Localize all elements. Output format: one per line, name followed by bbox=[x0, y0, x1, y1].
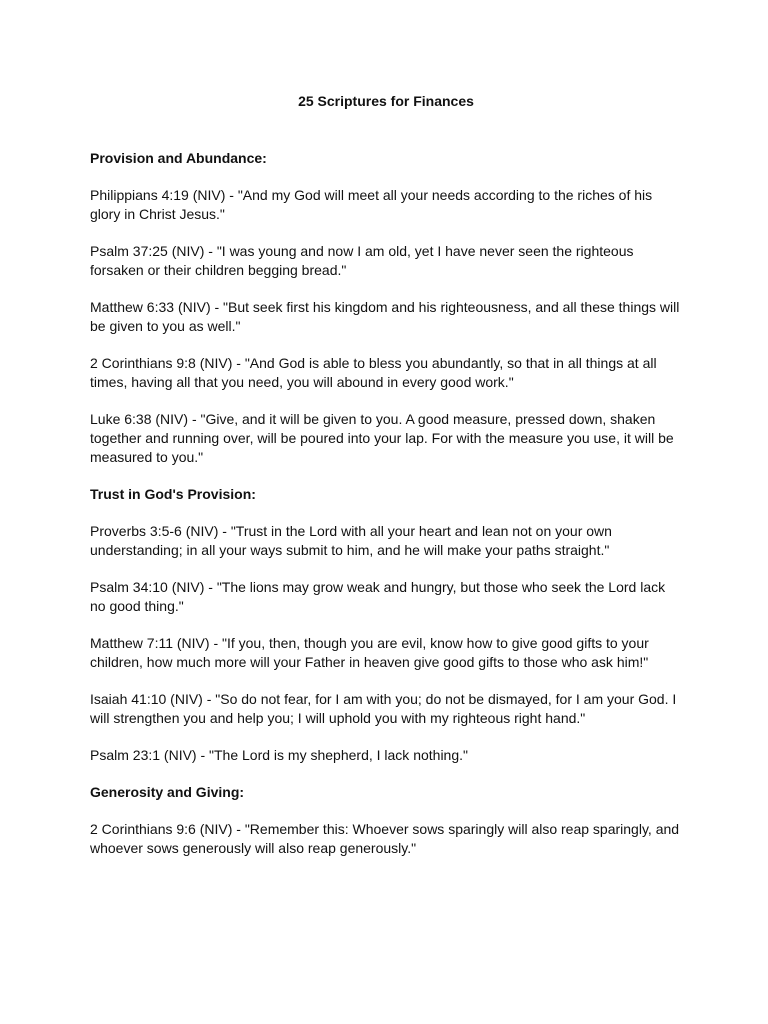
verse-paragraph: Luke 6:38 (NIV) - "Give, and it will be given to you. A good measure, pressed down, shaken together and running over, will be poured into your lap. For with the measure you use, it will be measured to you." bbox=[90, 411, 674, 465]
section-heading: Provision and Abundance: bbox=[90, 150, 267, 166]
verse-paragraph: Matthew 7:11 (NIV) - "If you, then, though you are evil, know how to give good gifts to your children, how much more will your Father in heaven give good gifts to those who ask him!" bbox=[90, 635, 649, 670]
verse-paragraph: Psalm 37:25 (NIV) - "I was young and now I am old, yet I have never seen the righteous forsaken or their children begging bread." bbox=[90, 243, 634, 278]
verse-paragraph: Psalm 23:1 (NIV) - "The Lord is my shepherd, I lack nothing." bbox=[90, 747, 468, 763]
section-trust-in-gods-provision bbox=[90, 485, 682, 765]
section-heading: Trust in God's Provision: bbox=[90, 486, 256, 502]
document-page bbox=[90, 92, 682, 876]
verse-paragraph: Philippians 4:19 (NIV) - "And my God will meet all your needs according to the riches of his glory in Christ Jesus." bbox=[90, 187, 653, 222]
verse-paragraph: 2 Corinthians 9:8 (NIV) - "And God is able to bless you abundantly, so that in all things at all times, having all that you need, you will abound in every good work." bbox=[90, 355, 657, 390]
section-generosity-and-giving bbox=[90, 783, 682, 858]
section-heading: Generosity and Giving: bbox=[90, 784, 245, 800]
document-title: 25 Scriptures for Finances bbox=[298, 93, 474, 109]
verse-paragraph: Proverbs 3:5-6 (NIV) - "Trust in the Lord with all your heart and lean not on your own understanding; in all your ways submit to him, and he will make your paths straight." bbox=[90, 523, 612, 558]
section-provision-and-abundance bbox=[90, 149, 682, 467]
verse-paragraph: Matthew 6:33 (NIV) - "But seek first his kingdom and his righteousness, and all these things will be given to you as well." bbox=[90, 299, 680, 334]
verse-paragraph: 2 Corinthians 9:6 (NIV) - "Remember this: Whoever sows sparingly will also reap sparingly, and whoever sows generously will also reap generously." bbox=[90, 821, 680, 856]
verse-paragraph: Isaiah 41:10 (NIV) - "So do not fear, for I am with you; do not be dismayed, for I am your God. I will strengthen you and help you; I will uphold you with my righteous right hand." bbox=[90, 691, 677, 726]
verse-paragraph: Psalm 34:10 (NIV) - "The lions may grow weak and hungry, but those who seek the Lord lack no good thing." bbox=[90, 579, 666, 614]
